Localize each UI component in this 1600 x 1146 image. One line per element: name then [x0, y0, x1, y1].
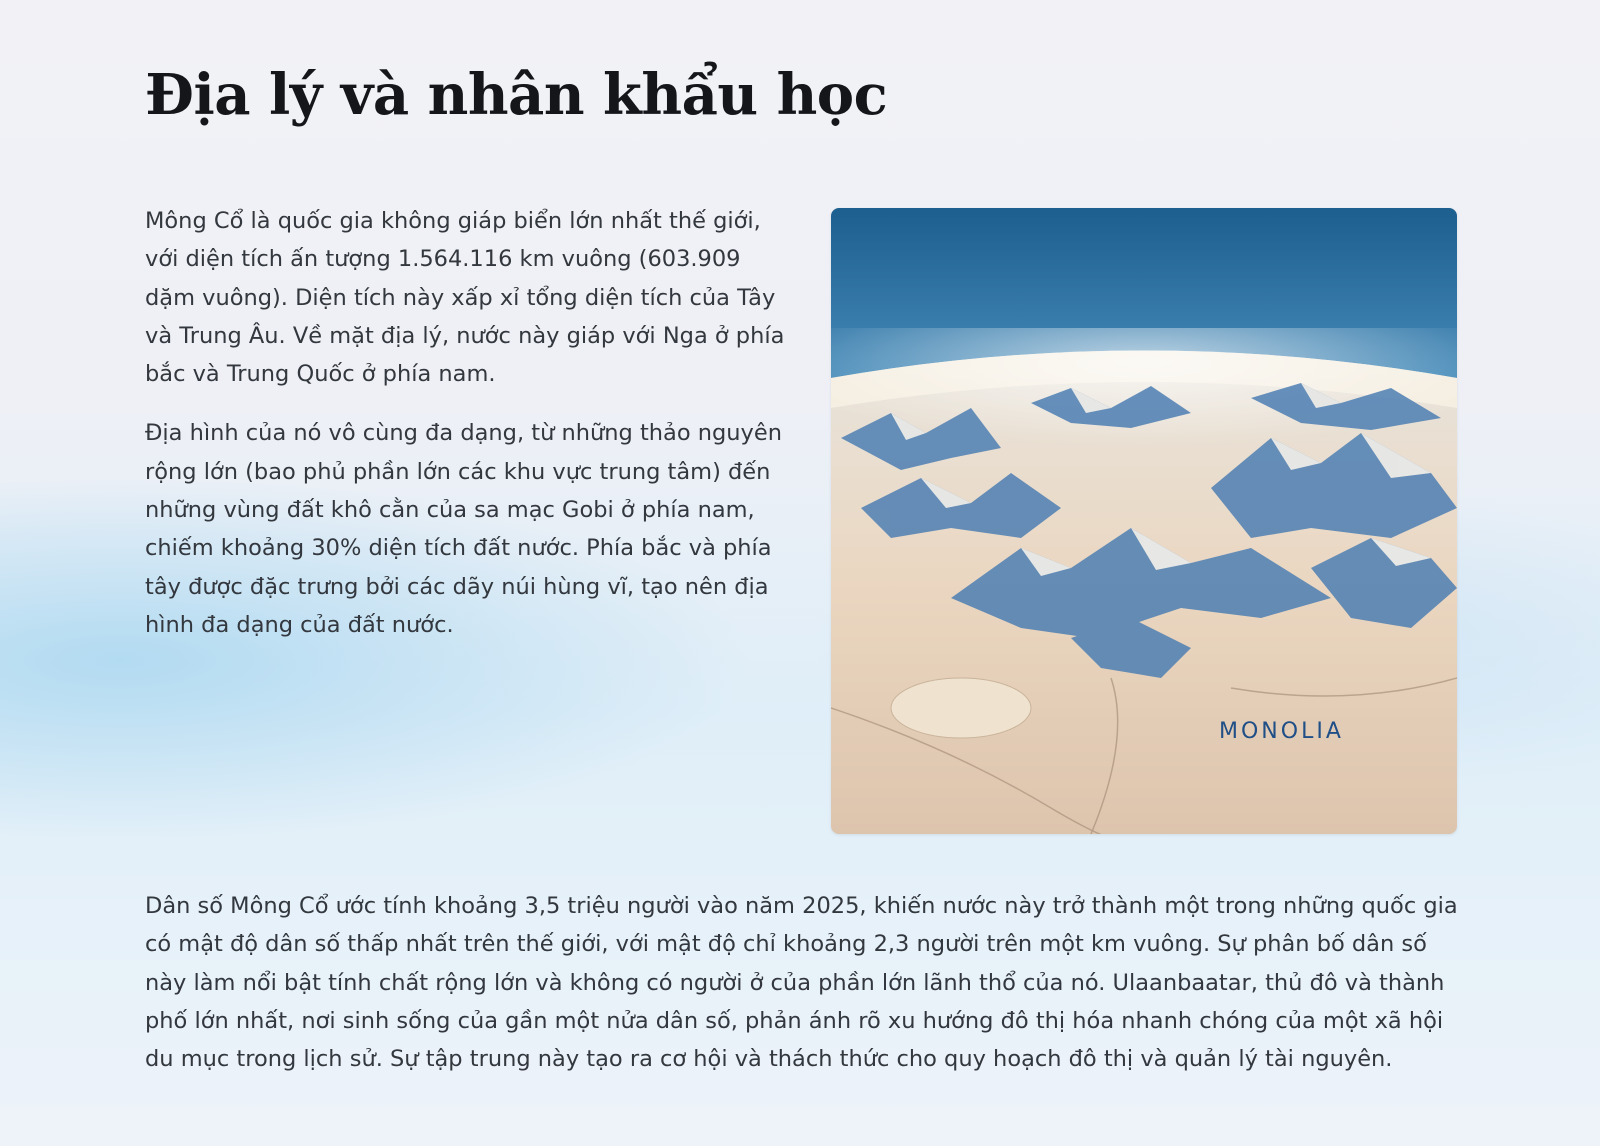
mongolia-landscape-illustration: [831, 208, 1457, 834]
mongolia-aerial-image: [831, 208, 1457, 834]
intro-paragraph-1: Mông Cổ là quốc gia không giáp biển lớn nhất thế giới, với diện tích ấn tượng 1.564.116 km vuông (603.909 dặm vuông). Diện tích này xấp xỉ tổng diện tích của Tây và Trung Âu. Về mặt địa lý, nước này giáp với Nga ở phía bắc và Trung Quốc ở phía nam.: [145, 208, 785, 388]
intro-paragraph-2: Địa hình của nó vô cùng đa dạng, từ những thảo nguyên rộng lớn (bao phủ phần lớn các khu vực trung tâm) đến những vùng đất khô cằn của sa mạc Gobi ở phía nam, chiếm khoảng 30% diện tích đất nước. Phía bắc và phía tây được đặc trưng bởi các dãy núi hùng vĩ, tạo nên địa hình đa dạng của đất nước.: [145, 420, 782, 638]
population-paragraph: Dân số Mông Cổ ước tính khoảng 3,5 triệu người vào năm 2025, khiến nước này trở thành một trong những quốc gia có mật độ dân số thấp nhất trên thế giới, với mật độ chỉ khoảng 2,3 người trên một km vuông. Sự phân bố dân số này làm nổi bật tính chất rộng lớn và không có người ở của phần lớn lãnh thổ của nó. Ulaanbaatar, thủ đô và thành phố lớn nhất, nơi sinh sống của gần một nửa dân số, phản ánh rõ xu hướng đô thị hóa nhanh chóng của một xã hội du mục trong lịch sử. Sự tập trung này tạo ra cơ hội và thách thức cho quy hoạch đô thị và quản lý tài nguyên.: [145, 893, 1458, 1073]
image-label: MONOLIA: [1219, 719, 1344, 744]
intro-column: [145, 202, 785, 665]
page-title: Địa lý và nhân khẩu học: [145, 62, 888, 128]
